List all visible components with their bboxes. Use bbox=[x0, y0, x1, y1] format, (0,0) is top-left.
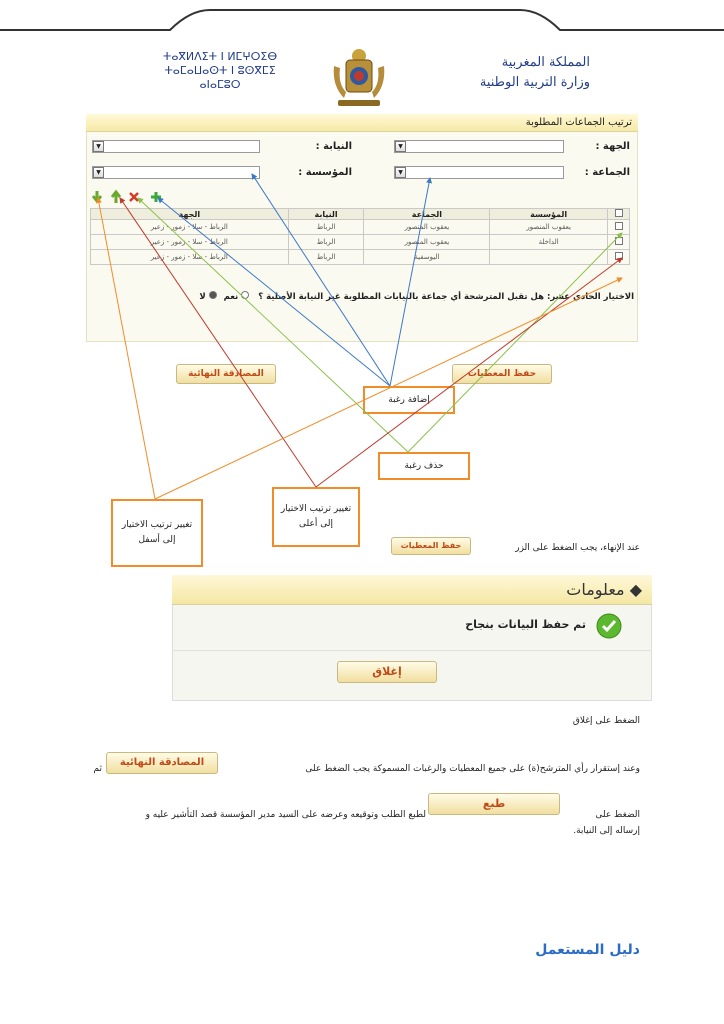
callout-move-down: تغيير ترتيب الاختيار إلى أسفل bbox=[111, 499, 203, 567]
tifinagh-line-3: ⴰⵏⴰⵎⵓⵔ bbox=[199, 78, 241, 91]
cell-province: الرباط bbox=[288, 220, 364, 235]
column-header: النيابة bbox=[288, 209, 364, 220]
cell-region: الرباط - سلا - زمور - زعير bbox=[91, 220, 289, 235]
cell-school: يعقوب المنصور bbox=[490, 220, 608, 235]
chevron-down-icon: ▼ bbox=[395, 141, 406, 152]
callout-move-up: تغيير ترتيب الاختيار إلى أعلى bbox=[272, 487, 360, 547]
save-button[interactable]: حفظ المعطيات bbox=[452, 364, 552, 384]
divider bbox=[172, 650, 652, 651]
cell-region: الرباط - سلا - زمور - زعير bbox=[91, 250, 289, 265]
success-message: تم حفظ البيانات بنجاح bbox=[465, 618, 586, 631]
cell-region: الرباط - سلا - زمور - زعير bbox=[91, 235, 289, 250]
close-button[interactable]: إغلاق bbox=[337, 661, 437, 683]
print-desc-line-2: إرساله إلى النيابة. bbox=[573, 826, 640, 836]
press-on-text: الضغط على bbox=[595, 810, 640, 820]
cell-commune: يعقوب المنصور bbox=[364, 220, 490, 235]
red-arrows bbox=[120, 198, 622, 487]
question-text: الاختيار الحادي عشر: هل تقبل المترشحة أي جماعة بالنيابات المطلوبة غير النيابة الأصلية ؟ bbox=[258, 292, 634, 302]
callout-delete: حذف رغبة bbox=[378, 452, 470, 480]
chevron-down-icon: ▼ bbox=[93, 167, 104, 178]
tifinagh-line-2: ⵜⴰⵎⴰⵡⴰⵙⵜ ⵏ ⵓⵙⴳⵎⵉ bbox=[164, 64, 276, 77]
commune-label: الجماعة : bbox=[584, 167, 630, 178]
column-header: الجهة bbox=[91, 209, 289, 220]
after-finish-text: عند الإنهاء، يجب الضغط على الزر bbox=[515, 543, 640, 553]
click-close-text: الضغط على إغلاق bbox=[572, 716, 640, 726]
chevron-down-icon: ▼ bbox=[93, 141, 104, 152]
column-header: الجماعة bbox=[364, 209, 490, 220]
chevron-down-icon: ▼ bbox=[395, 167, 406, 178]
info-dialog-header: ◆ معلومات bbox=[172, 575, 652, 605]
cell-province: الرباط bbox=[288, 235, 364, 250]
after-confirm-text: وعند إستقرار رأي المترشح(ة) على جميع المعطيات والرغبات المسموكة يجب الضغط على bbox=[305, 764, 640, 774]
cell-commune: اليوسفية bbox=[364, 250, 490, 265]
cell-commune: يعقوب المنصور bbox=[364, 235, 490, 250]
no-label: لا bbox=[199, 292, 206, 302]
final-confirm-button-inline[interactable]: المصادقة النهائية bbox=[106, 752, 218, 774]
kingdom-name: المملكة المغربية bbox=[501, 55, 590, 70]
school-label: المؤسسة : bbox=[298, 167, 352, 178]
tifinagh-line-1: ⵜⴰⴳⵍⴷⵉⵜ ⵏ ⵍⵎⵖⵔⵉⴱ bbox=[162, 50, 278, 63]
panel-title: ترتيب الجماعات المطلوبة bbox=[86, 114, 638, 132]
callout-add: إضافة رغبة bbox=[363, 386, 455, 414]
footer-title: دليل المستعمل bbox=[535, 942, 640, 958]
province-label: النيابة : bbox=[315, 141, 352, 152]
final-confirm-button[interactable]: المصادقة النهائية bbox=[176, 364, 276, 384]
info-title: معلومات bbox=[566, 580, 625, 599]
ministry-name: وزارة التربية الوطنية bbox=[479, 75, 590, 90]
save-button-inline[interactable]: حفظ المعطيات bbox=[391, 537, 471, 555]
print-button[interactable]: طبع bbox=[428, 793, 560, 815]
green-arrows bbox=[138, 198, 622, 452]
then-text: ثم bbox=[93, 764, 102, 774]
success-check-icon bbox=[596, 613, 622, 639]
print-desc-line-1: لطبع الطلب وتوقيعه وعرضه على السيد مدير المؤسسة قصد التأشير عليه و bbox=[145, 810, 426, 820]
column-header: المؤسسة bbox=[490, 209, 608, 220]
cell-province: الرباط bbox=[288, 250, 364, 265]
cell-school: الداخلة bbox=[490, 235, 608, 250]
region-label: الجهة : bbox=[595, 141, 630, 152]
yes-label: نعم bbox=[223, 292, 239, 302]
